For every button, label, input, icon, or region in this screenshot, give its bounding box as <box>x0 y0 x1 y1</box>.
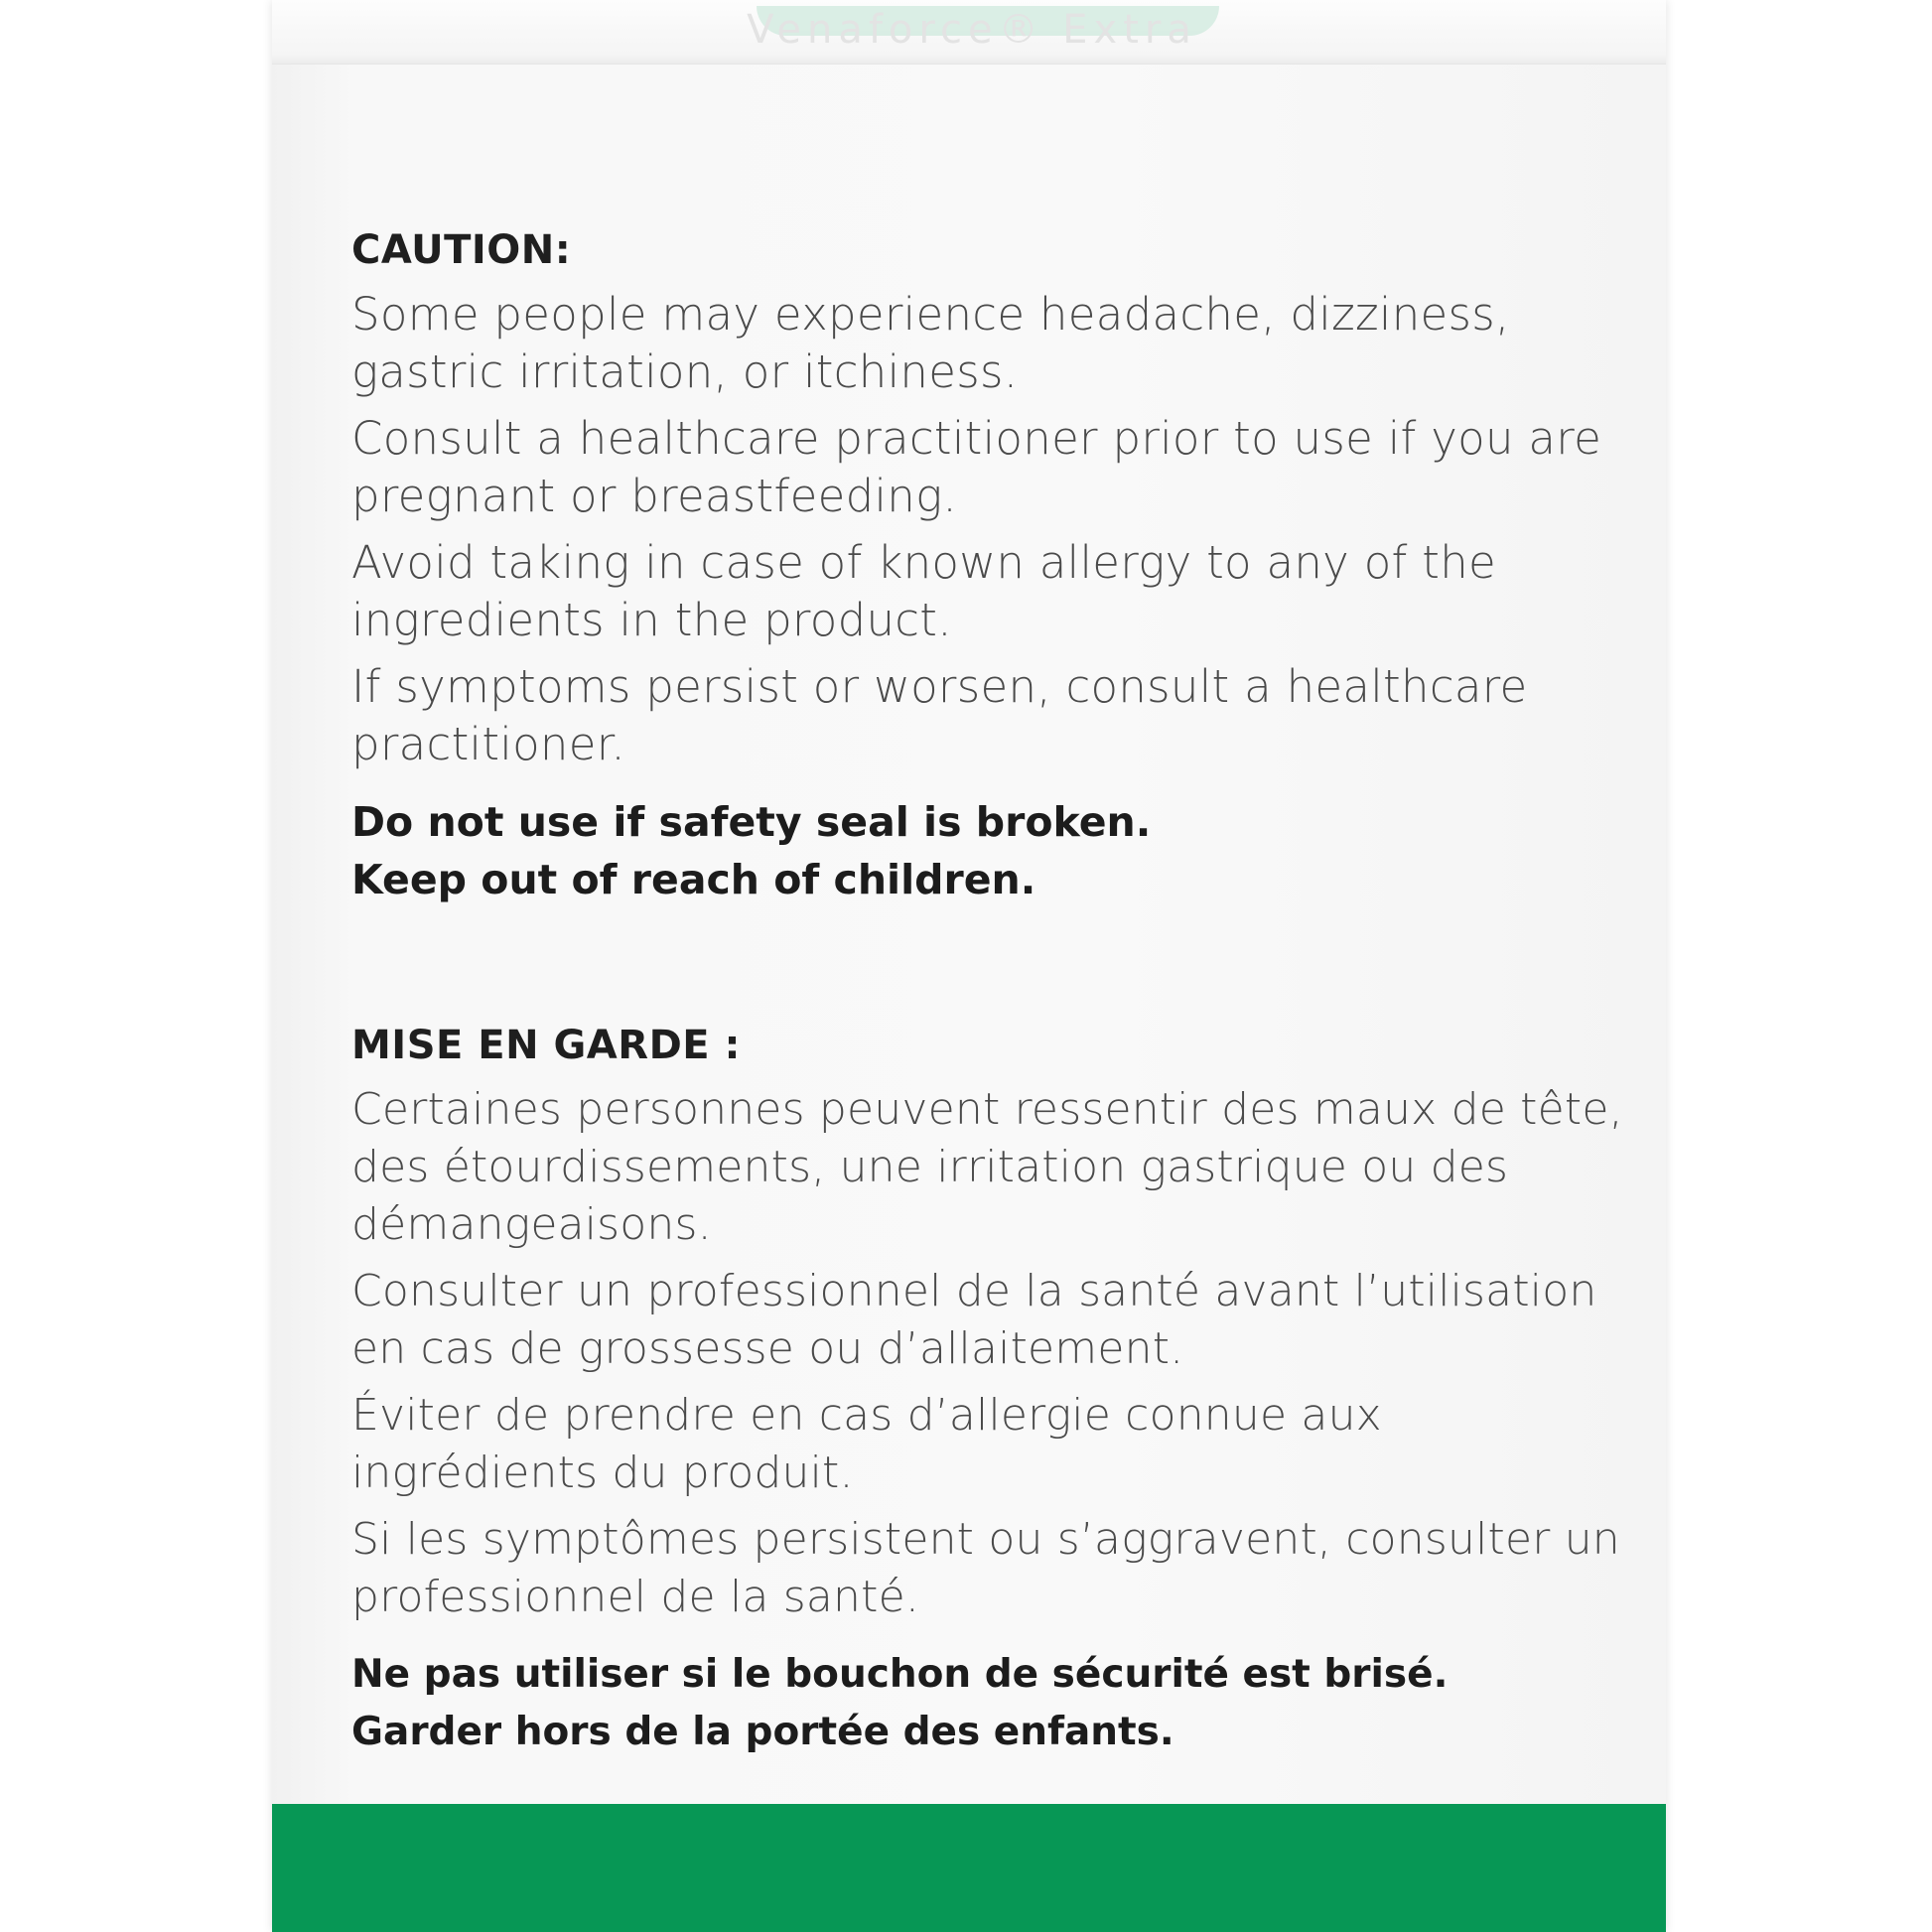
caution-paragraph: Consult a healthcare practitioner prior to use if you are pregnant or breastfeeding. <box>351 412 1602 522</box>
caution-paragraph: Avoid taking in case of known allergy to any of the ingredients in the product. <box>351 536 1497 646</box>
green-brand-band <box>272 1804 1666 1932</box>
mise-en-garde-paragraph: Consulter un professionnel de la santé avant l’utilisation en cas de grossesse ou d’allaitement. <box>351 1266 1597 1374</box>
safety-warning-block <box>351 793 1632 908</box>
product-box-panel <box>272 0 1666 1932</box>
caution-heading: CAUTION: <box>351 227 572 273</box>
safety-seal-warning-fr: Ne pas utiliser si le bouchon de sécurité est brisé. <box>351 1652 1449 1697</box>
mise-en-garde-heading: MISE EN GARDE : <box>351 1023 742 1068</box>
mise-en-garde-paragraph: Certaines personnes peuvent ressentir des maux de tête, des étourdissements, une irritation gastrique ou des démangeaisons. <box>351 1084 1623 1250</box>
caution-paragraph: Some people may experience headache, dizziness, gastric irritation, or itchiness. <box>351 288 1510 398</box>
mise-en-garde-paragraph: Éviter de prendre en cas d’allergie connue aux ingrédients du produit. <box>351 1390 1382 1498</box>
mise-en-garde-paragraph: Si les symptômes persistent ou s’aggravent, consulter un professionnel de la santé. <box>351 1514 1620 1622</box>
safety-seal-warning: Do not use if safety seal is broken. <box>351 798 1152 846</box>
product-name-ghost: Venaforce® Extra <box>747 7 1197 53</box>
safety-warning-block-fr <box>351 1646 1632 1761</box>
caution-text-block <box>351 222 1632 1761</box>
caution-section-english <box>351 222 1632 908</box>
children-warning-fr: Garder hors de la portée des enfants. <box>351 1710 1174 1754</box>
box-top-flap <box>272 0 1666 65</box>
caution-section-french <box>351 1018 1632 1761</box>
children-warning: Keep out of reach of children. <box>351 856 1036 903</box>
caution-paragraph: If symptoms persist or worsen, consult a healthcare practitioner. <box>351 660 1528 770</box>
